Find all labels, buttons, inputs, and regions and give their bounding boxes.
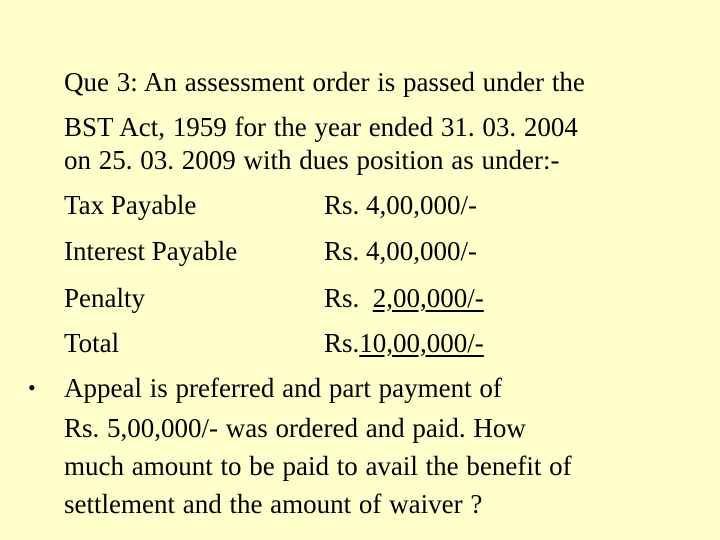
bullet-icon: •: [28, 375, 36, 400]
dues-label: Penalty: [64, 283, 145, 313]
bullet-line-3: much amount to be paid to avail the benefit of: [64, 451, 572, 481]
dues-value: Rs. 2,00,000/-: [324, 283, 484, 313]
bullet-line-1: Appeal is preferred and part payment of: [64, 373, 502, 403]
question-line-2: BST Act, 1959 for the year ended 31. 03. 2004: [64, 112, 578, 142]
dues-label: Tax Payable: [64, 190, 197, 220]
dues-value: Rs.10,00,000/-: [324, 328, 484, 358]
question-line-1: Que 3: An assessment order is passed under the: [64, 67, 585, 97]
bullet-line-2: Rs. 5,00,000/- was ordered and paid. How: [64, 413, 526, 443]
dues-label: Total: [64, 328, 120, 358]
dues-value: Rs. 4,00,000/-: [324, 236, 478, 266]
question-line-3: on 25. 03. 2009 with dues position as under:-: [64, 145, 560, 175]
dues-label: Interest Payable: [64, 236, 238, 266]
bullet-line-4: settlement and the amount of waiver ?: [64, 489, 483, 519]
dues-value: Rs. 4,00,000/-: [324, 190, 478, 220]
